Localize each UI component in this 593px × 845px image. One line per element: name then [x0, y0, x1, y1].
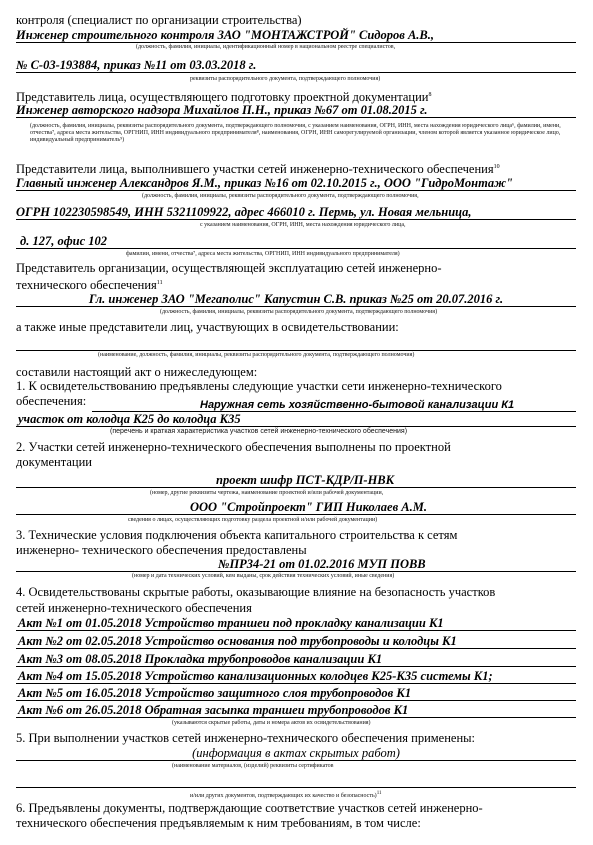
- field-author-supervision-engineer: Инженер авторского надзора Михайлов П.Н., приказ №67 от 01.08.2015 г.: [16, 103, 428, 117]
- underline: [16, 683, 576, 684]
- underline: [16, 72, 576, 73]
- field-chief-engineer-executor: Главный инженер Александров Я.М., приказ №16 от 02.10.2015 г., ООО "ГидроМонтаж": [16, 176, 513, 190]
- text-executor-representatives: [16, 160, 500, 176]
- underline: [16, 117, 576, 118]
- underline: [16, 700, 576, 701]
- field-project-code: проект шифр ПСТ-КДР/П-НВК: [216, 473, 395, 487]
- text-item-2: 2. Участки сетей инженерно-технического обеспечения выполнены по проектной: [16, 440, 451, 454]
- field-sewer-network: Наружная сеть хозяйственно-бытовой канализации К1: [200, 399, 515, 411]
- caption: фамилии, имени, отчества⁷, адреса места жительства, ОРГНИП, ИНН индивидуального предпринимателя): [126, 251, 400, 257]
- caption: [190, 790, 382, 800]
- underline: [16, 648, 576, 649]
- caption-text: и/или других документов, подтверждающих их качество и безопасность): [190, 793, 377, 799]
- field-construction-control-specialist: Инженер строительного контроля ЗАО "МОНТАЖСТРОЙ" Сидоров А.В.,: [16, 28, 435, 42]
- text-item-6: 6. Предъявлены документы, подтверждающие соответствие участков сетей инженерно-: [16, 801, 483, 815]
- underline: [16, 717, 576, 718]
- underline: [16, 42, 576, 43]
- caption: (номер, другие реквизиты чертежа, наименование проектной и/или рабочей документации,: [150, 490, 384, 496]
- underline: [16, 571, 576, 572]
- caption: с указанием наименования, ОГРН, ИНН, места нахождения юридического лица,: [200, 222, 406, 228]
- underline: [16, 306, 576, 307]
- underline: [16, 787, 576, 788]
- underline: [16, 630, 576, 631]
- caption: (указываются скрытые работы, даты и номера актов их освидетельствования): [172, 720, 371, 726]
- caption: (наименование материалов, (изделий) реквизиты сертификатов: [172, 763, 334, 769]
- act-item-4: Акт №4 от 15.05.2018 Устройство канализационных колодцев К25-К35 системы К1;: [18, 669, 493, 683]
- text-item-5: 5. При выполнении участков сетей инженерно-технического обеспечения применены:: [16, 731, 476, 745]
- text-item-6-cont: технического обеспечения предъявляемым к ним требованиям, в том числе:: [16, 816, 421, 830]
- footnote-mark: 10: [493, 164, 500, 170]
- field-executor-requisites: ОГРН 102230598549, ИНН 5321109922, адрес 466010 г. Пермь, ул. Новая мельница,: [16, 205, 472, 219]
- act-item-3: Акт №3 от 08.05.2018 Прокладка трубопроводов канализации К1: [18, 652, 383, 666]
- underline: [16, 219, 576, 220]
- caption: (должность, фамилия, инициалы, реквизиты распорядительного документа, подтверждающего полномочия, с указанием наименования, ОГРН, ИНН, места нахождения юридического лица⁶, фамилии, имени, отчества⁷, адреса места жительства, ОРГНИП, ИНН индивидуального предпринимателя⁸, наименования, ОГРН, ИНН саморегулируемой организации, членом которой является указанное юридическое лицо, индивидуальный предприниматель⁹): [30, 123, 561, 143]
- field-materials-info: (информация в актах скрытых работ): [192, 746, 400, 760]
- caption: (должность, фамилия, инициалы, реквизиты распорядительного документа, подтверждающего полномочия): [160, 309, 438, 315]
- act-item-2: Акт №2 от 02.05.2018 Устройство основания под трубопроводы и колодцы К1: [18, 634, 457, 648]
- underline: [16, 760, 576, 761]
- underline: [16, 514, 576, 515]
- caption: (номер и дата технических условий, кем выданы, срок действия технических условий, иные сведения): [132, 573, 395, 579]
- text-label: Представители лица, выполнившего участки сетей инженерно-технического обеспечения: [16, 162, 494, 177]
- underline: [16, 190, 576, 191]
- text-operator-representative-cont: [16, 276, 163, 292]
- text-item-1-cont: обеспечения:: [16, 394, 87, 408]
- field-designer: ООО "Стройпроект" ГИП Николаев А.М.: [190, 500, 428, 514]
- underline: [16, 248, 576, 249]
- text-item-1: 1. К освидетельствованию предъявлены следующие участки сети инженерно-технического: [16, 379, 502, 393]
- text-composed-act: составили настоящий акт о нижеследующем:: [16, 365, 258, 379]
- caption: реквизиты распорядительного документа, подтверждающего полномочия): [190, 76, 381, 82]
- underline: [16, 487, 576, 488]
- field-specialist-id-order: № С-03-193884, приказ №11 от 03.03.2018 г.: [16, 58, 257, 72]
- text-item-3-cont: инженерно- технического обеспечения предоставлены: [16, 543, 307, 557]
- caption: (наименование, должность, фамилия, инициалы, реквизиты распорядительного документа, подтверждающего полномочия): [98, 352, 415, 358]
- field-operator-chief-engineer: Гл. инженер ЗАО "Мегаполис" Капустин С.В. приказ №25 от 20.07.2016 г.: [88, 292, 504, 306]
- footnote-mark: 11: [156, 280, 163, 286]
- footnote-mark: 11: [376, 791, 382, 796]
- text-other-representatives: а также иные представители лиц, участвующих в освидетельствовании:: [16, 320, 399, 334]
- underline: [16, 350, 576, 351]
- text-label: Представитель лица, осуществляющего подготовку проектной документации: [16, 90, 429, 105]
- text-item-4: 4. Освидетельствованы скрытые работы, оказывающие влияние на безопасность участков: [16, 585, 496, 599]
- caption: (перечень и краткая характеристика участков сетей инженерно-технического обеспечения): [110, 428, 408, 435]
- text-label: технического обеспечения: [16, 278, 157, 293]
- caption: (должность, фамилия, инициалы, реквизиты распорядительного документа, подтверждающего полномочия,: [142, 193, 419, 199]
- underline: [16, 666, 576, 667]
- act-item-5: Акт №5 от 16.05.2018 Устройство защитного слоя трубопроводов К1: [18, 686, 412, 700]
- field-section: участок от колодца К25 до колодца К35: [18, 412, 241, 426]
- act-item-6: Акт №6 от 26.05.2018 Обратная засыпка траншеи трубопроводов К1: [18, 703, 409, 717]
- field-executor-office: д. 127, офис 102: [20, 234, 108, 248]
- act-item-1: Акт №1 от 01.05.2018 Устройство траншеи под прокладку канализации К1: [18, 616, 444, 630]
- text-item-4-cont: сетей инженерно-технического обеспечения: [16, 601, 252, 615]
- text-item-2-cont: документации: [16, 455, 92, 469]
- text-operator-representative: Представитель организации, осуществляющей эксплуатацию сетей инженерно-: [16, 261, 442, 275]
- caption: сведения о лицах, осуществляющих подготовку раздела проектной и/или рабочей документации): [128, 517, 378, 523]
- text-control-label: контроля (специалист по организации строительства): [16, 13, 302, 27]
- text-project-doc-representative: [16, 88, 431, 104]
- footnote-mark: 8: [428, 92, 432, 98]
- text-item-3: 3. Технические условия подключения объекта капитального строительства к сетям: [16, 528, 458, 542]
- caption: (должность, фамилия, инициалы, идентификационный номер в национальном реестре специалистов,: [136, 44, 396, 50]
- field-technical-conditions: №ПР34-21 от 01.02.2016 МУП ПОВВ: [218, 557, 426, 571]
- underline: [16, 426, 576, 427]
